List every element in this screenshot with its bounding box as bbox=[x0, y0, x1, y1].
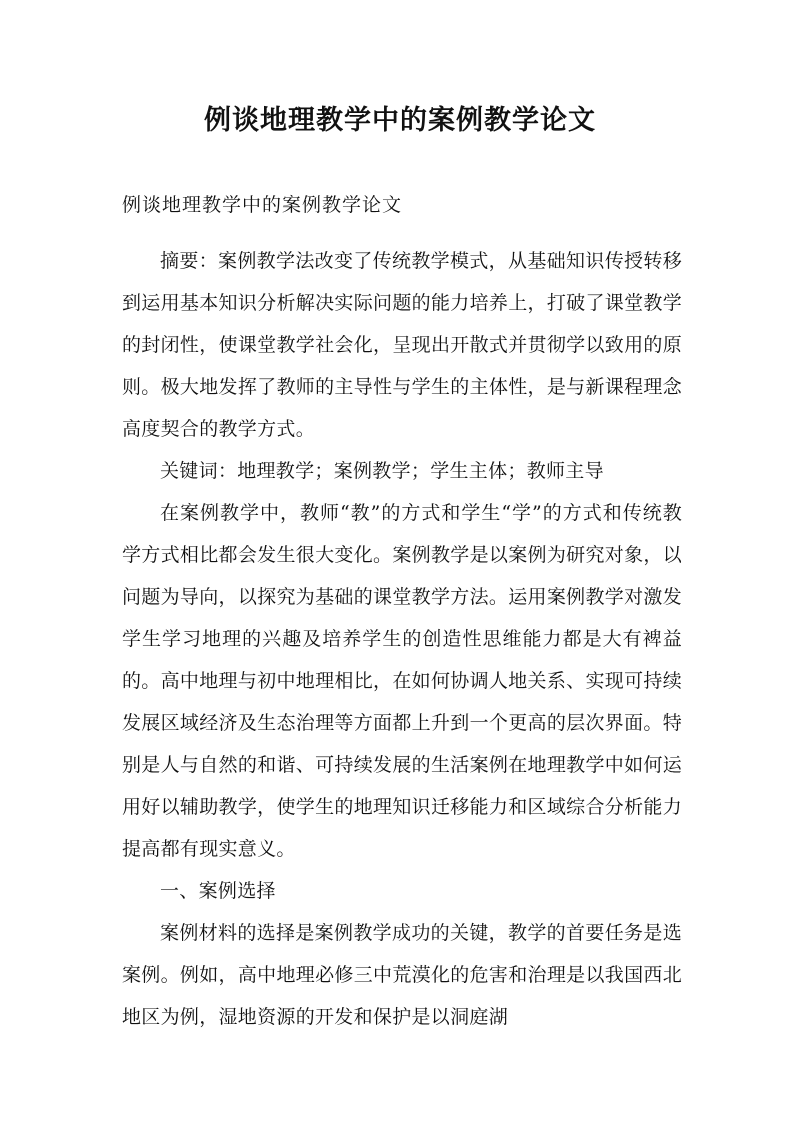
intro-paragraph: 在案例教学中，教师“教”的方式和学生“学”的方式和传统教学方式相比都会发生很大变化。案例教学是以案例为研究对象，以问题为导向，以探究为基础的课堂教学方法。运用案例教学对激发学生学习地理的兴趣及培养学生的创造性思维能力都是大有裨益的。高中地理与初中地理相比，在如何协调人地关系、实现可持续发展区域经济及生态治理等方面都上升到一个更高的层次界面。特别是人与自然的和谐、可持续发展的生活案例在地理教学中如何运用好以辅助教学，使学生的地理知识迁移能力和区域综合分析能力提高都有现实意义。 bbox=[122, 502, 682, 860]
document-body bbox=[122, 240, 682, 1038]
document-title: 例谈地理教学中的案例教学论文 bbox=[204, 105, 596, 136]
keywords-paragraph: 关键词：地理教学；案例教学；学生主体；教师主导 bbox=[160, 460, 604, 482]
abstract-paragraph: 摘要：案例教学法改变了传统教学模式，从基础知识传授转移到运用基本知识分析解决实际问题的能力培养上，打破了课堂教学的封闭性，使课堂教学社会化，呈现出开散式并贯彻学以致用的原则。极大地发挥了教师的主导性与学生的主体性，是与新课程理念高度契合的教学方式。 bbox=[122, 250, 682, 440]
section-heading: 一、案例选择 bbox=[160, 880, 276, 902]
document-subtitle: 例谈地理教学中的案例教学论文 bbox=[122, 194, 403, 216]
section-paragraph: 案例材料的选择是案例教学成功的关键，教学的首要任务是选案例。例如，高中地理必修三中荒漠化的危害和治理是以我国西北地区为例，湿地资源的开发和保护是以洞庭湖 bbox=[122, 922, 682, 1028]
